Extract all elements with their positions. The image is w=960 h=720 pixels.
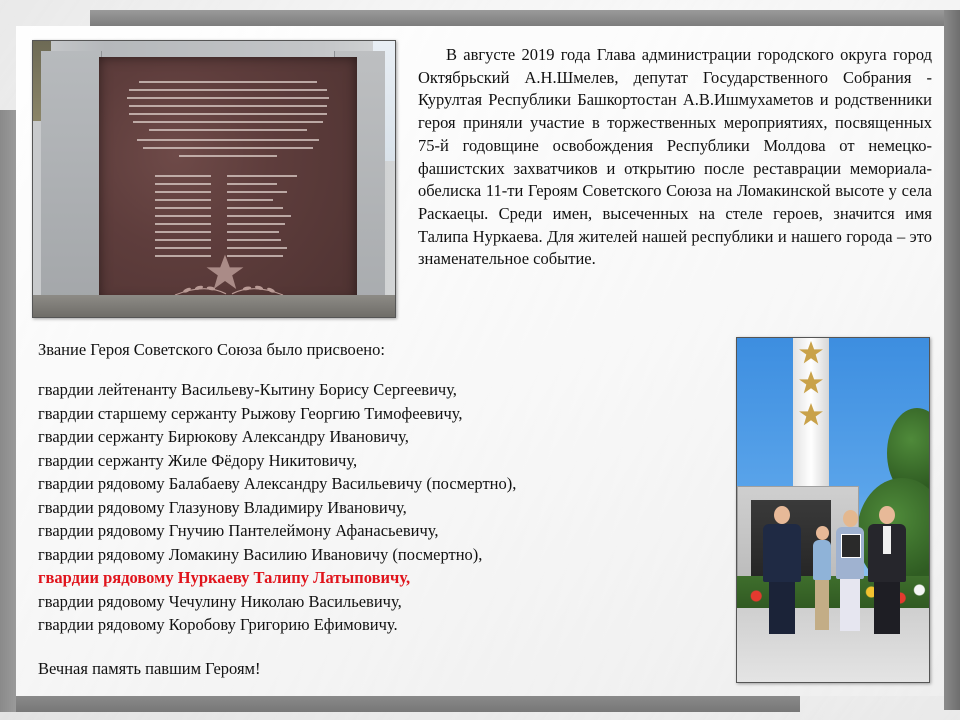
hero-item: гвардии старшему сержанту Рыжову Георгию Тимофеевичу,: [38, 403, 463, 423]
frame-right-border: [944, 10, 960, 710]
hero-item-highlighted: гвардии рядовому Нуркаеву Талипу Латыповичу,: [38, 568, 411, 587]
hero-item: гвардии рядовому Коробову Григорию Ефимовичу.: [38, 615, 398, 634]
star-icon: [798, 370, 824, 396]
hero-item: гвардии рядовому Балабаеву Александру Васильевичу (посмертно),: [38, 474, 517, 493]
hero-item: гвардии рядовому Гнучию Пантелеймону Афанасьевичу,: [38, 521, 439, 540]
hero-item: гвардии лейтенанту Васильеву-Кытину Борису Сергеевичу,: [38, 380, 457, 399]
hero-item: гвардии рядовому Ломакину Василию Ивановичу (посмертно),: [38, 544, 483, 564]
frame-bottom-border: [0, 696, 800, 712]
person-man-right: [865, 506, 909, 634]
frame-left-border: [0, 110, 16, 712]
star-icon: [798, 340, 824, 366]
plaque-board: [99, 57, 357, 301]
closing-line: Вечная память павшим Героям!: [38, 659, 261, 678]
list-heading: Звание Героя Советского Союза было присвоено:: [38, 340, 385, 359]
hero-item: гвардии сержанту Жиле Фёдору Никитовичу,: [38, 450, 358, 470]
person-boy: [811, 526, 833, 632]
star-icon: [798, 402, 824, 428]
person-man-left: [759, 506, 805, 634]
person-woman: [833, 510, 867, 632]
intro-paragraph: В августе 2019 года Глава администрации городского округа город Октябрьский А.Н.Шмелев, депутат Государственного Собрания - Курултая Республики Башкортостан А.В.Ишмухаметов и родственники героя приняли участие в торжественных мероприятиях, посвященных 75-й годовщине освобождения Республики Молдова от немецко-фашистских захватчиков и открытию после реставрации мемориала-обелиска 11-ти Героям Советского Союза на Ломакинской высоте у села Раскаецы. Среди имен, высеченных на стеле героев, значится имя Талипа Нуркаева. Для жителей нашей республики и нашего города – это знаменательное событие.: [418, 45, 932, 269]
hero-item: гвардии сержанту Бирюкову Александру Ивановичу,: [38, 427, 409, 446]
group-photo: [736, 337, 930, 683]
heroes-list: [38, 378, 718, 637]
hero-item: гвардии рядовому Чечулину Николаю Васильевичу,: [38, 591, 402, 611]
memorial-plaque-photo: [32, 40, 396, 318]
frame-top-border: [90, 10, 960, 26]
hero-item: гвардии рядовому Глазунову Владимиру Ивановичу,: [38, 497, 407, 517]
